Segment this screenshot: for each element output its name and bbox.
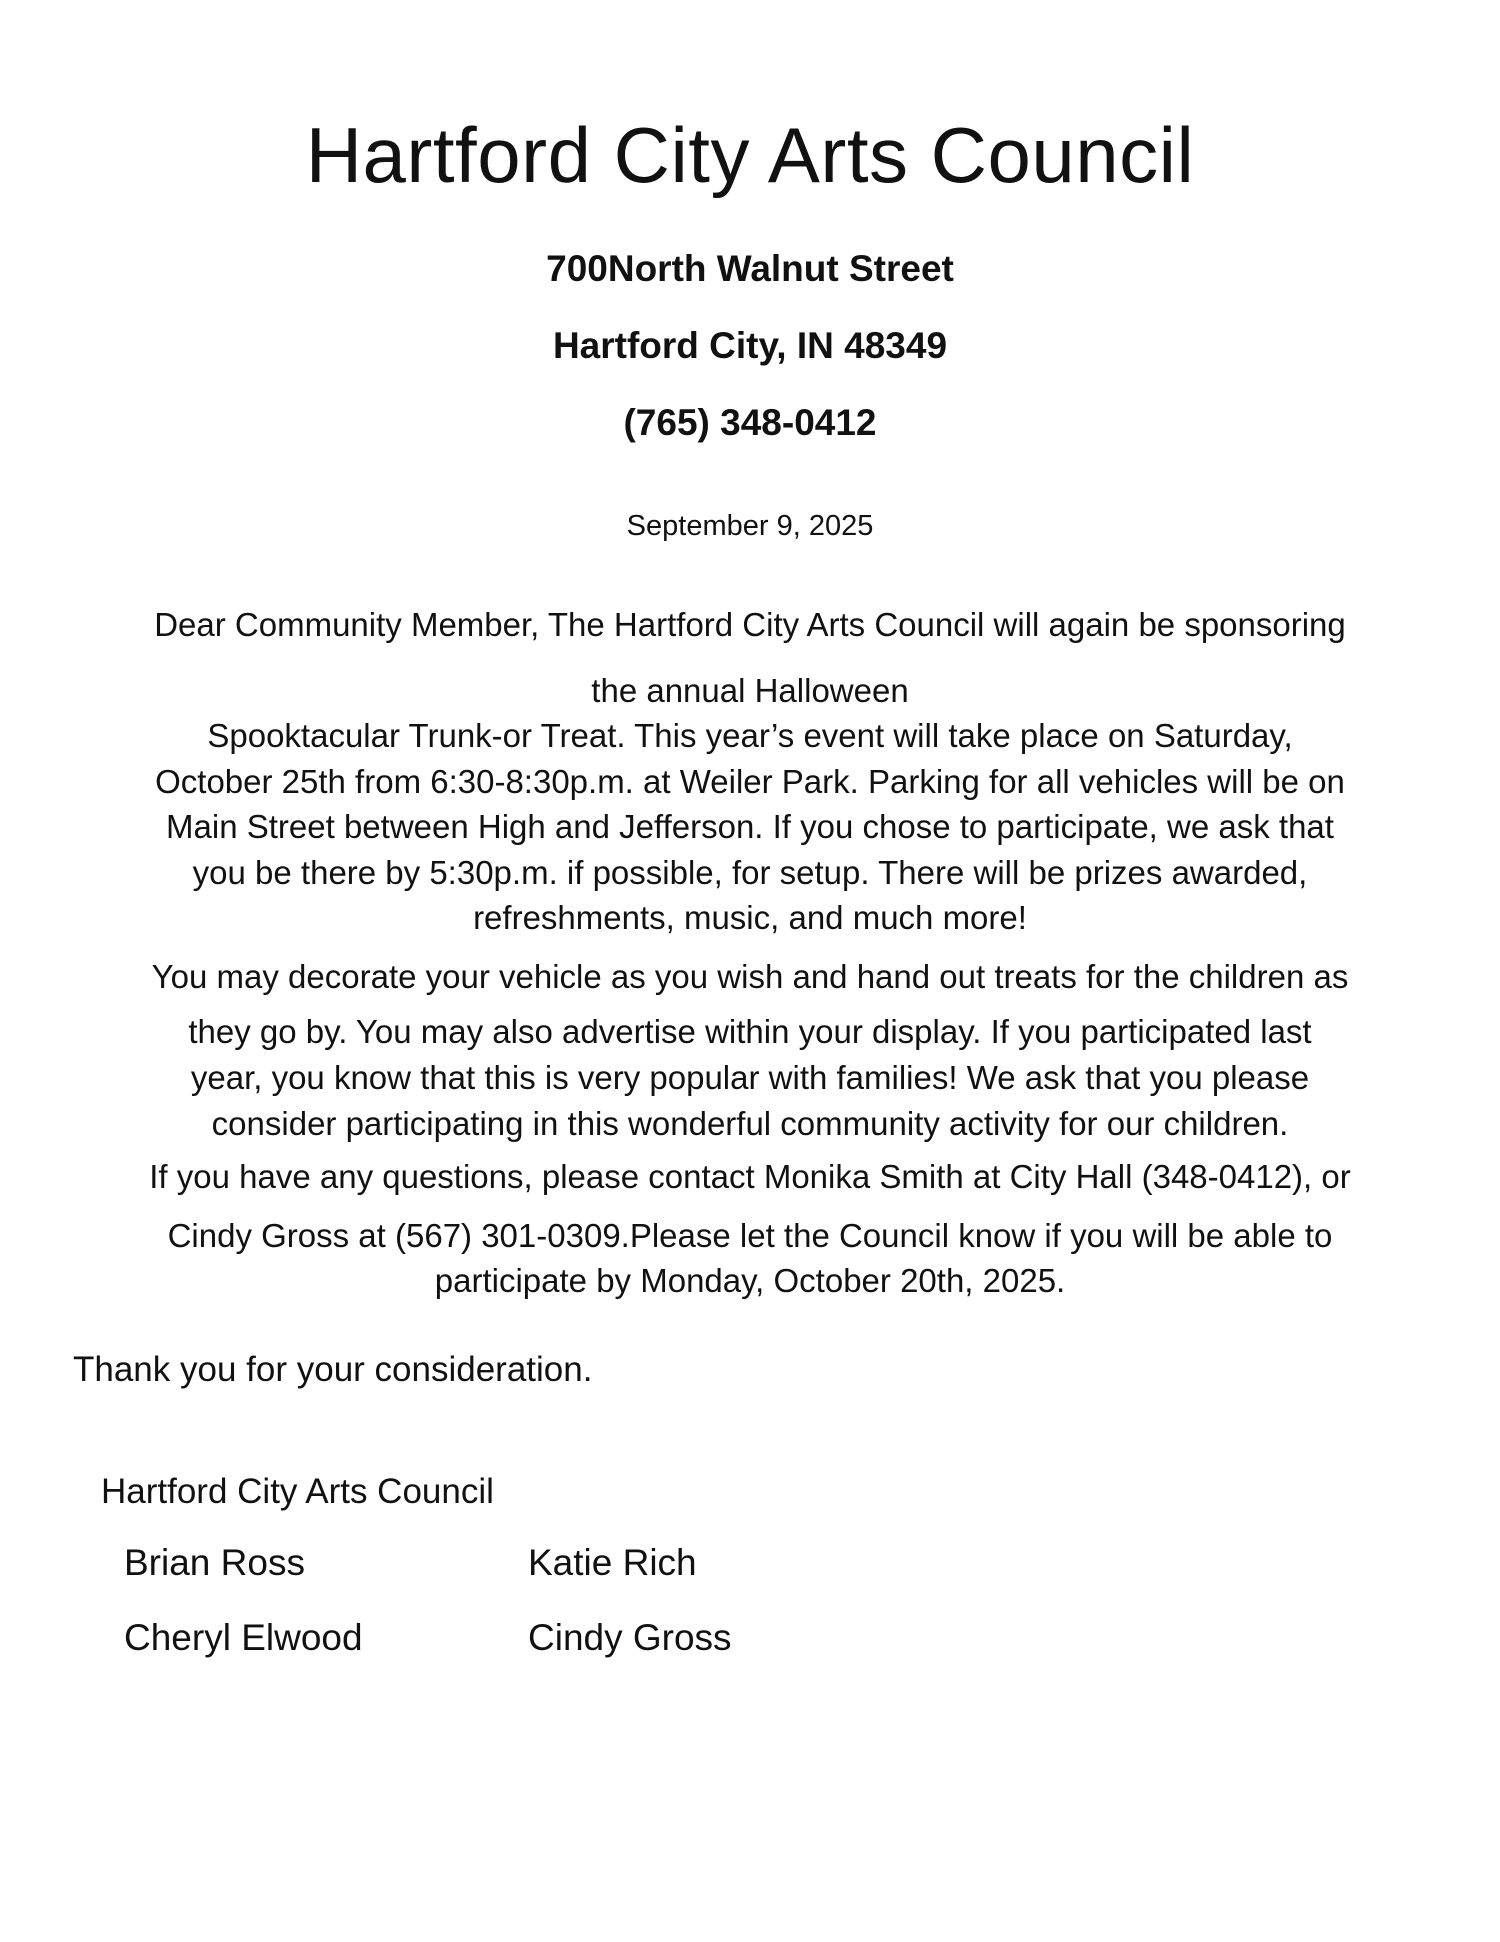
body-line: Dear Community Member, The Hartford City Arts Council will again be sponsoring	[154, 606, 1346, 643]
signature-name: Katie Rich	[528, 1542, 697, 1583]
letterhead-street: 700North Walnut Street	[546, 248, 954, 289]
body-line: If you have any questions, please contact Monika Smith at City Hall (348-0412), or	[149, 1158, 1351, 1195]
body-line: consider participating in this wonderful community activity for our children.	[211, 1105, 1289, 1142]
signature-name: Cindy Gross	[528, 1617, 732, 1658]
signature-organization: Hartford City Arts Council	[101, 1472, 494, 1511]
body-line: Main Street between High and Jefferson. If you chose to participate, we ask that	[166, 808, 1334, 845]
letterhead-city: Hartford City, IN 48349	[552, 325, 948, 366]
body-line: October 25th from 6:30-8:30p.m. at Weiler Park. Parking for all vehicles will be on	[155, 763, 1345, 800]
body-line: Spooktacular Trunk-or Treat. This year’s event will take place on Saturday,	[207, 717, 1293, 754]
body-line: participate by Monday, October 20th, 2025.	[434, 1262, 1066, 1299]
body-line: you be there by 5:30p.m. if possible, for setup. There will be prizes awarded,	[192, 854, 1308, 891]
letterhead-title: Hartford City Arts Council	[305, 111, 1195, 199]
body-line: they go by. You may also advertise within your display. If you participated last	[188, 1013, 1312, 1050]
body-line: year, you know that this is very popular with families! We ask that you please	[190, 1059, 1310, 1096]
body-line: refreshments, music, and much more!	[473, 899, 1027, 936]
letterhead-phone: (765) 348-0412	[623, 402, 877, 443]
signature-name: Cheryl Elwood	[124, 1617, 363, 1658]
body-line: Cindy Gross at (567) 301-0309.Please let the Council know if you will be able to	[167, 1217, 1333, 1254]
body-line: the annual Halloween	[591, 672, 909, 709]
closing-line: Thank you for your consideration.	[73, 1350, 593, 1389]
body-line: You may decorate your vehicle as you wish and hand out treats for the children as	[151, 958, 1349, 995]
signature-name: Brian Ross	[124, 1542, 305, 1583]
letter-date: September 9, 2025	[626, 510, 874, 542]
